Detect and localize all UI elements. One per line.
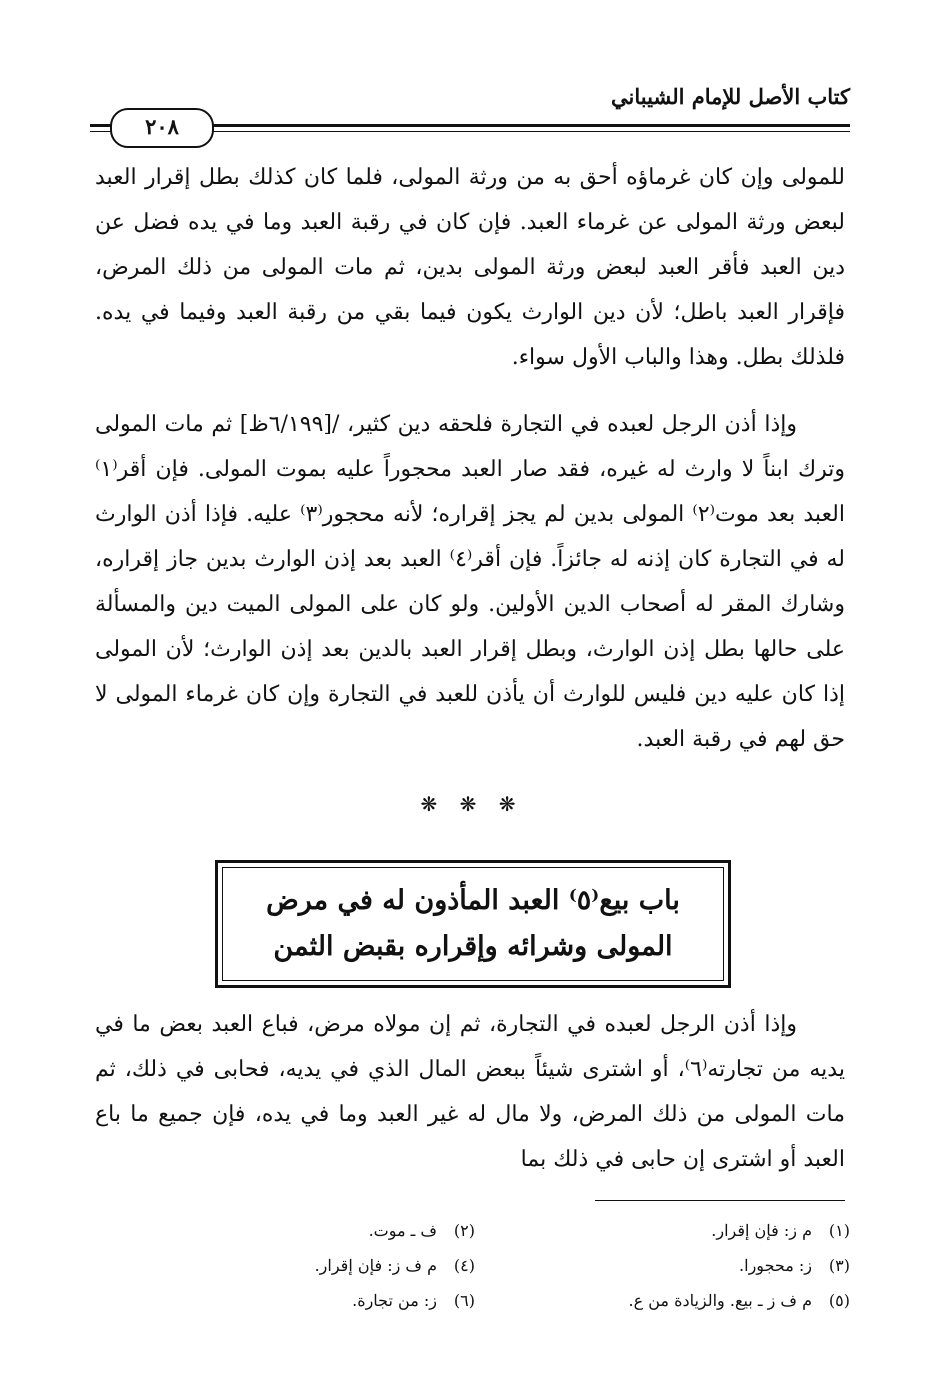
footnote-number: (٢)	[453, 1221, 475, 1240]
footnote-6	[100, 1283, 475, 1318]
chapter-heading	[222, 867, 724, 981]
footnote-row	[100, 1248, 850, 1283]
paragraph-1: للمولى وإن كان غرماؤه أحق به من ورثة المولى، فلما كان كذلك بطل إقرار العبد لبعض ورثة المولى عن غرماء العبد. فإن كان في رقبة العبد وما في يده فضل عن دين العبد فأقر العبد لبعض ورثة المولى بدين، ثم مات المولى من ذلك المرض، فإقرار العبد باطل؛ لأن دين الوارث يكون فيما بقي من رقبة العبد وفيما في يده. فلذلك بطل. وهذا والباب الأول سواء.	[95, 165, 845, 370]
running-title: كتاب الأصل للإمام الشيباني	[611, 84, 850, 109]
footnote-rule	[595, 1200, 845, 1201]
chapter-heading-line-2: المولى وشرائه وإقراره بقبض الثمن	[273, 931, 673, 962]
body-text-top	[95, 155, 845, 762]
footnote-text: م ز: فإن إقرار.	[711, 1221, 812, 1240]
footnote-5	[475, 1283, 850, 1318]
footnote-3	[475, 1248, 850, 1283]
footnote-1	[475, 1213, 850, 1248]
footnote-row	[100, 1213, 850, 1248]
footnote-2	[100, 1213, 475, 1248]
chapter-heading-box	[215, 860, 731, 988]
body-text-bottom	[95, 1002, 845, 1182]
paragraph-2: وإذا أذن الرجل لعبده في التجارة فلحقه دين كثير، /[٦/١٩٩ظ] ثم مات المولى وترك ابناً لا وارث له غيره، فقد صار العبد محجوراً عليه بموت المولى. فإن أقر⁽١⁾ العبد بعد موت⁽٢⁾ المولى بدين لم يجز إقراره؛ لأنه محجور⁽٣⁾ عليه. فإذا أذن الوارث له في التجارة كان إذنه له جائزاً. فإن أقر⁽٤⁾ العبد بعد إذن الوارث بدين جاز إقراره، وشارك المقر له أصحاب الدين الأولين. ولو كان على المولى الميت دين والمسألة على حالها بطل إذن الوارث، وبطل إقرار العبد بالدين بعد إذن الوارث؛ لأن المولى إذا كان عليه دين فليس للوارث أن يأذن للعبد في التجارة وإن كان غرماء المولى لا حق لهم في رقبة العبد.	[95, 412, 846, 752]
footnote-number: (٥)	[828, 1291, 850, 1310]
chapter-heading-line-1: باب بيع⁽٥⁾ العبد المأذون له في مرض	[266, 885, 680, 916]
footnote-text: ز: محجورا.	[739, 1256, 812, 1275]
section-separator: ❋ ❋ ❋	[420, 792, 524, 816]
footnote-number: (٤)	[453, 1256, 475, 1275]
footnote-text: م ف ز: فإن إقرار.	[314, 1256, 437, 1275]
footnote-number: (١)	[828, 1221, 850, 1240]
footnote-text: م ف ز ـ بيع. والزيادة من ع.	[628, 1291, 812, 1310]
footnote-text: ز: من تجارة.	[352, 1291, 437, 1310]
page-number-badge: ٢٠٨	[110, 108, 214, 148]
footnote-4	[100, 1248, 475, 1283]
footnotes	[100, 1213, 850, 1318]
footnote-row	[100, 1283, 850, 1318]
footnote-number: (٣)	[828, 1256, 850, 1275]
page-header	[90, 84, 850, 144]
footnote-text: ف ـ موت.	[368, 1221, 437, 1240]
paragraph-3: وإذا أذن الرجل لعبده في التجارة، ثم إن مولاه مرض، فباع العبد بعض ما في يديه من تجارته⁽٦⁾، أو اشترى شيئاً ببعض المال الذي في يديه، فحابى في ذلك، ثم مات المولى من ذلك المرض، ولا مال له غير العبد وما في يده، فإن جميع ما باع العبد أو اشترى إن حابى في ذلك بما	[95, 1012, 845, 1172]
footnote-number: (٦)	[453, 1291, 475, 1310]
